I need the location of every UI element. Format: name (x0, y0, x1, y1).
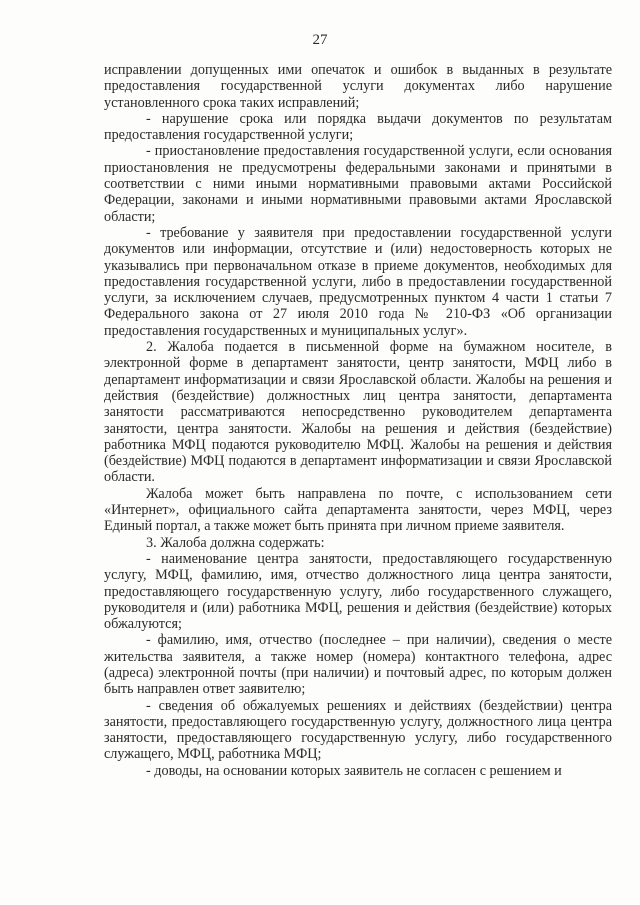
paragraph-complaint-contents-heading: 3. Жалоба должна содержать: (146, 534, 325, 551)
list-item-center-name: - наименование центра занятости, предоставляющего государственную услугу, МФЦ, фамилию, имя, отчество должностного лица центра занятости, предоставляющего государственную услугу, либо государственного служащего, руководителя и (или) работника МФЦ, решения и действия (бездействие) которых обжалуются; (104, 550, 612, 633)
paragraph-continuation: исправлении допущенных ими опечаток и ошибок в выданных в результате предоставления государственной услуги документах либо нарушение установленного срока таких исправлений; (104, 62, 612, 111)
list-item-document-requirement: - требование у заявителя при предоставлении государственной услуги документов или информации, отсутствие и (или) недостоверность которых не указывались при первоначальном отказе в приеме документов, необходимых для предоставления государственной услуги, либо в предоставлении государственной услуги, за исключением случаев, предусмотренных пунктом 4 части 1 статьи 7 Федерального закона от 27 июля 2010 года № 210-ФЗ «Об организации предоставления государственных и муниципальных услуг». (104, 224, 612, 339)
list-item-suspension: - приостановление предоставления государственной услуги, если основания приостановления не предусмотрены федеральными законами и принятыми в соответствии с ними иными нормативными правовыми актами Российской Федерации, законами и иными нормативными правовыми актами Ярославской области; (104, 143, 612, 225)
document-body (104, 62, 612, 779)
list-item-deadline-violation: - нарушение срока или порядка выдачи документов по результатам предоставления государственной услуги; (104, 110, 612, 144)
page-number: 27 (312, 32, 328, 48)
list-item-applicant-details: - фамилию, имя, отчество (последнее – при наличии), сведения о месте жительства заявителя, а также номер (номера) контактного телефона, адрес (адреса) электронной почты (при наличии) и почтовый адрес, по которым должен быть направлен ответ заявителю; (104, 632, 612, 698)
list-item-arguments: - доводы, на основании которых заявитель не согласен с решением и (146, 762, 562, 779)
paragraph-complaint-delivery: Жалоба может быть направлена по почте, с использованием сети «Интернет», официального сайта департамента занятости, через МФЦ, через Единый портал, а также может быть принята при личном приеме заявителя. (104, 485, 612, 535)
list-item-appealed-decisions: - сведения об обжалуемых решениях и действиях (бездействии) центра занятости, предоставляющего государственную услугу, должностного лица центра занятости, предоставляющего государственную услугу, либо государственного служащего, МФЦ, работника МФЦ; (104, 697, 612, 763)
paragraph-complaint-form: 2. Жалоба подается в письменной форме на бумажном носителе, в электронной форме в департамент занятости, центр занятости, МФЦ либо в департамент информатизации и связи Ярославской области. Жалобы на решения и действия (бездействие) должностных лиц центра занятости, департамента занятости рассматриваются непосредственно руководителем департамента занятости, центра занятости. Жалобы на решения и действия (бездействие) работника МФЦ подаются руководителю МФЦ. Жалобы на решения и действия (бездействие) МФЦ подаются в департамент информатизации и связи Ярославской области. (104, 339, 612, 486)
